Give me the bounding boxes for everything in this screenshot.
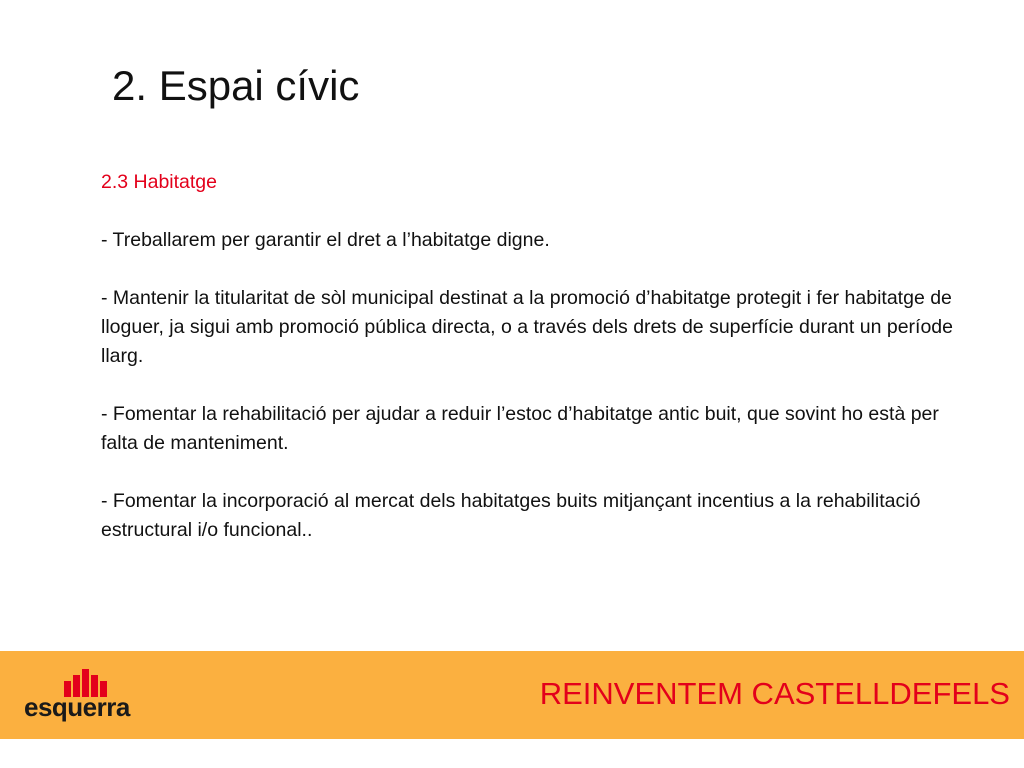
footer-bar (0, 651, 1024, 739)
footer-tagline: REINVENTEM CASTELLDEFELS (539, 676, 1010, 711)
paragraph-3: - Fomentar la rehabilitació per ajudar a reduir l’estoc d’habitatge antic buit, que sovint ho està per falta de manteniment. (101, 403, 939, 454)
slide-content (101, 168, 981, 545)
esquerra-logo (24, 667, 148, 727)
slide-title: 2. Espai cívic (112, 62, 360, 109)
logo-text: esquerra (24, 692, 130, 722)
section-heading: 2.3 Habitatge (101, 171, 218, 193)
paragraph-2: - Mantenir la titularitat de sòl municipal destinat a la promoció d’habitatge protegit i fer habitatge de lloguer, ja sigui amb promoció pública directa, o a través dels drets de superfície durant un període llarg. (101, 287, 953, 367)
paragraph-4: - Fomentar la incorporació al mercat dels habitatges buits mitjançant incentius a la rehabilitació estructural i/o funcional.. (101, 490, 921, 541)
paragraph-1: - Treballarem per garantir el dret a l’habitatge digne. (101, 229, 550, 251)
